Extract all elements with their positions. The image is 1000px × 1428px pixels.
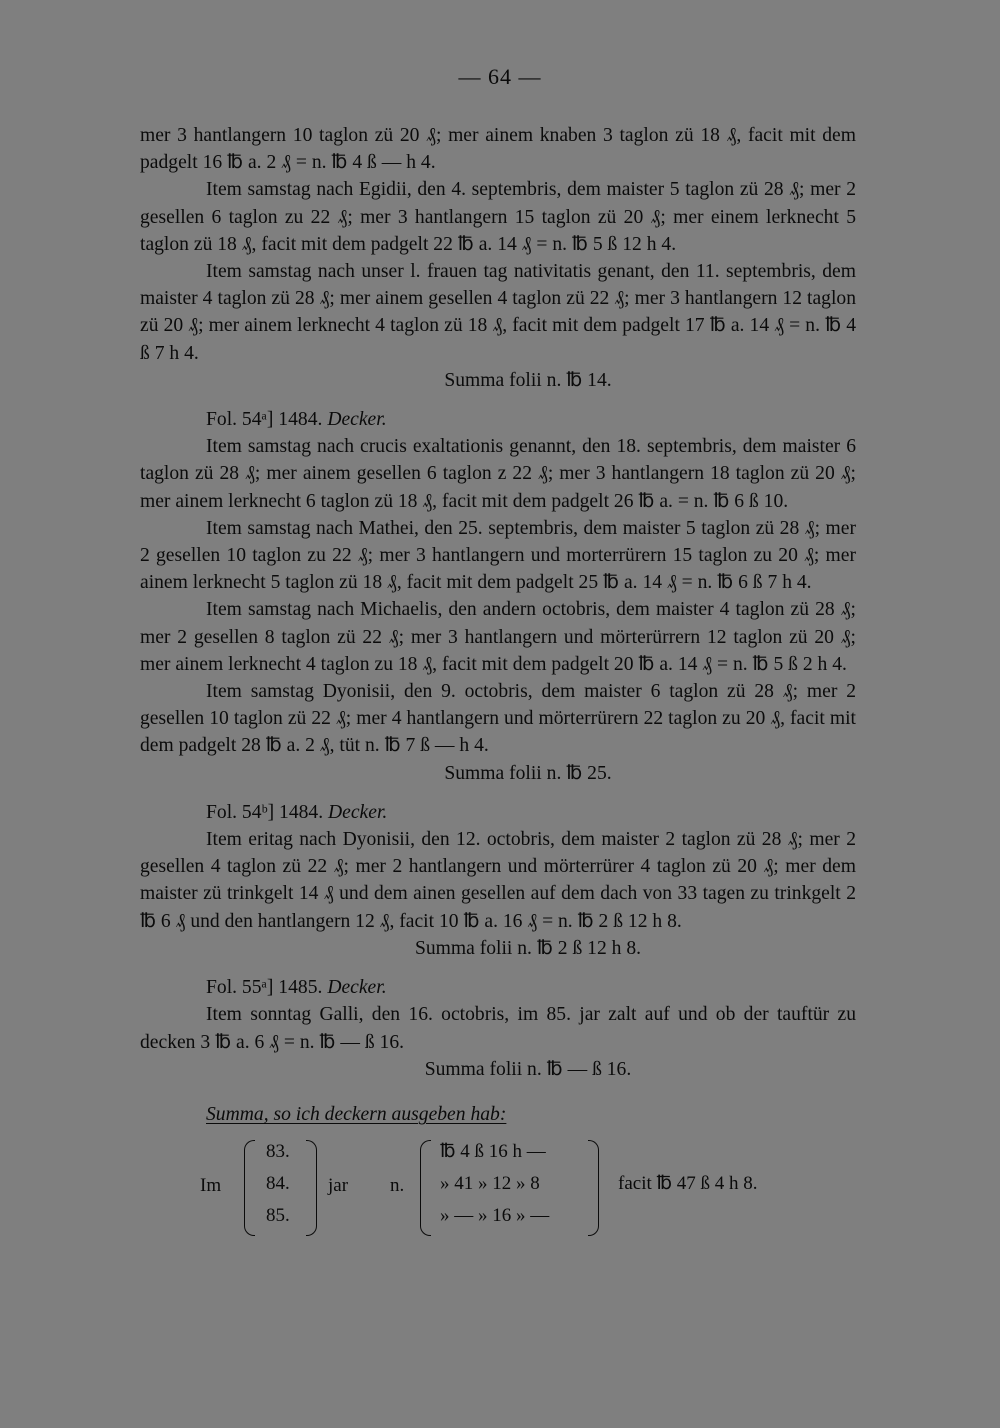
folio-ref: Fol. 54ᵃ] 1484. (206, 409, 323, 431)
folio-decker: Decker. (328, 801, 388, 823)
entry-paragraph: Item eritag nach Dyonisii, den 12. octobris, dem maister 2 taglon zü 28 ₰; mer 2 gesellen 4 taglon zü 22 ₰; mer 2 hantlangern und mörterrürer 4 taglon zü 20 ₰; mer dem maister zü trinkgelt 14 ₰ und dem ainen gesellen auf dem dach von 33 tagen zu trinkgelt 2 ℔ 6 ₰ und den hantlangern 12 ₰, facit 10 ℔ a. 16 ₰ = n. ℔ 2 ß 12 h 8. (140, 829, 856, 932)
recap-table (140, 1134, 856, 1240)
recap-amount-2: » 41 » 12 » 8 (440, 1173, 540, 1195)
left-brace-amounts (420, 1140, 431, 1236)
recap-jar: jar (328, 1175, 349, 1197)
recap-heading: Summa, so ich deckern ausgeben hab: (206, 1103, 507, 1125)
right-brace-amounts (588, 1140, 599, 1236)
page-number: — 64 — (458, 64, 542, 89)
folio-ref: Fol. 55ᵃ] 1485. (206, 977, 323, 999)
summa-line: Summa folii n. ℔ — ß 16. (424, 1058, 632, 1080)
entry-paragraph: Item samstag nach Egidii, den 4. septembris, dem maister 5 taglon zü 28 ₰; mer 2 gesellen 6 taglon zu 22 ₰; mer 3 hantlangern 15 taglon zü 20 ₰; mer einem lerknecht 5 taglon zü 18 ₰, facit mit dem padgelt 22 ℔ a. 14 ₰ = n. ℔ 5 ß 12 h 4. (140, 179, 856, 255)
page-body (140, 122, 856, 1240)
recap-year-3: 85. (266, 1205, 290, 1227)
entry-paragraph: Item samstag nach crucis exaltationis genannt, den 18. septembris, dem maister 6 taglon zü 28 ₰; mer ainem gesellen 6 taglon z 22 ₰; mer 3 hantlangern 18 taglon zü 20 ₰; mer ainem lerknecht 6 taglon zü 18 ₰, facit mit dem padgelt 26 ℔ a. = n. ℔ 6 ß 10. (140, 436, 856, 512)
entry-paragraph: Item samstag nach Michaelis, den andern octobris, dem maister 4 taglon zü 28 ₰; mer 2 gesellen 8 taglon zü 22 ₰; mer 3 hantlangern und mörterürrern 12 taglon zü 20 ₰; mer ainem lerknecht 4 taglon zu 18 ₰, facit mit dem padgelt 20 ℔ a. 14 ₰ = n. ℔ 5 ß 2 h 4. (140, 599, 856, 675)
folio-header (140, 799, 856, 826)
summa-line: Summa folii n. ℔ 25. (444, 762, 612, 784)
entry-paragraph: Item samstag nach Mathei, den 25. septembris, dem maister 5 taglon zü 28 ₰; mer 2 gesellen 10 taglon zu 22 ₰; mer 3 hantlangern und morterrürern 15 taglon zu 20 ₰; mer ainem lerknecht 5 taglon zü 18 ₰, facit mit dem padgelt 25 ℔ a. 14 ₰ = n. ℔ 6 ß 7 h 4. (140, 517, 856, 594)
entry-paragraph: mer 3 hantlangern 10 taglon zü 20 ₰; mer ainem knaben 3 taglon zü 18 ₰, facit mit dem padgelt 16 ℔ a. 2 ₰ = n. ℔ 4 ß — h 4. (140, 125, 856, 174)
recap-amount-3: » — » 16 » — (440, 1205, 550, 1227)
text-blocks (140, 122, 856, 1083)
folio-ref: Fol. 54ᵇ] 1484. (206, 801, 324, 823)
folio-decker: Decker. (327, 409, 387, 431)
entry-paragraph: Item samstag nach unser l. frauen tag nativitatis genant, den 11. septembris, dem maister 4 taglon zü 28 ₰; mer ainem gesellen 4 taglon zü 22 ₰; mer 3 hantlangern 12 taglon zü 20 ₰; mer ainem lerknecht 4 taglon zü 18 ₰, facit mit dem padgelt 17 ℔ a. 14 ₰ = n. ℔ 4 ß 7 h 4. (140, 261, 856, 364)
recap-amount-1: ℔ 4 ß 16 h — (440, 1141, 546, 1163)
recap-year-2: 84. (266, 1173, 290, 1195)
folio-header (140, 406, 856, 433)
recap-n: n. (390, 1175, 405, 1197)
summa-line: Summa folii n. ℔ 14. (444, 369, 612, 391)
folio-decker: Decker. (327, 977, 387, 999)
right-brace-years (306, 1140, 317, 1236)
recap-year-1: 83. (266, 1141, 290, 1163)
entry-paragraph: Item sonntag Galli, den 16. octobris, im 85. jar zalt auf und ob der tauftür zu decken 3 ℔ a. 6 ₰ = n. ℔ — ß 16. (140, 1004, 856, 1053)
recap-facit: facit ℔ 47 ß 4 h 8. (618, 1173, 758, 1195)
left-brace-years (244, 1140, 255, 1236)
folio-header (140, 974, 856, 1001)
entry-paragraph: Item samstag Dyonisii, den 9. octobris, dem maister 6 taglon zü 28 ₰; mer 2 gesellen 10 taglon zü 22 ₰; mer 4 hantlangern und mörterrürern 22 taglon zu 20 ₰, facit mit dem padgelt 28 ℔ a. 2 ₰, tüt n. ℔ 7 ß — h 4. (140, 681, 856, 757)
summa-line: Summa folii n. ℔ 2 ß 12 h 8. (414, 937, 642, 959)
recap-im: Im (200, 1175, 222, 1197)
